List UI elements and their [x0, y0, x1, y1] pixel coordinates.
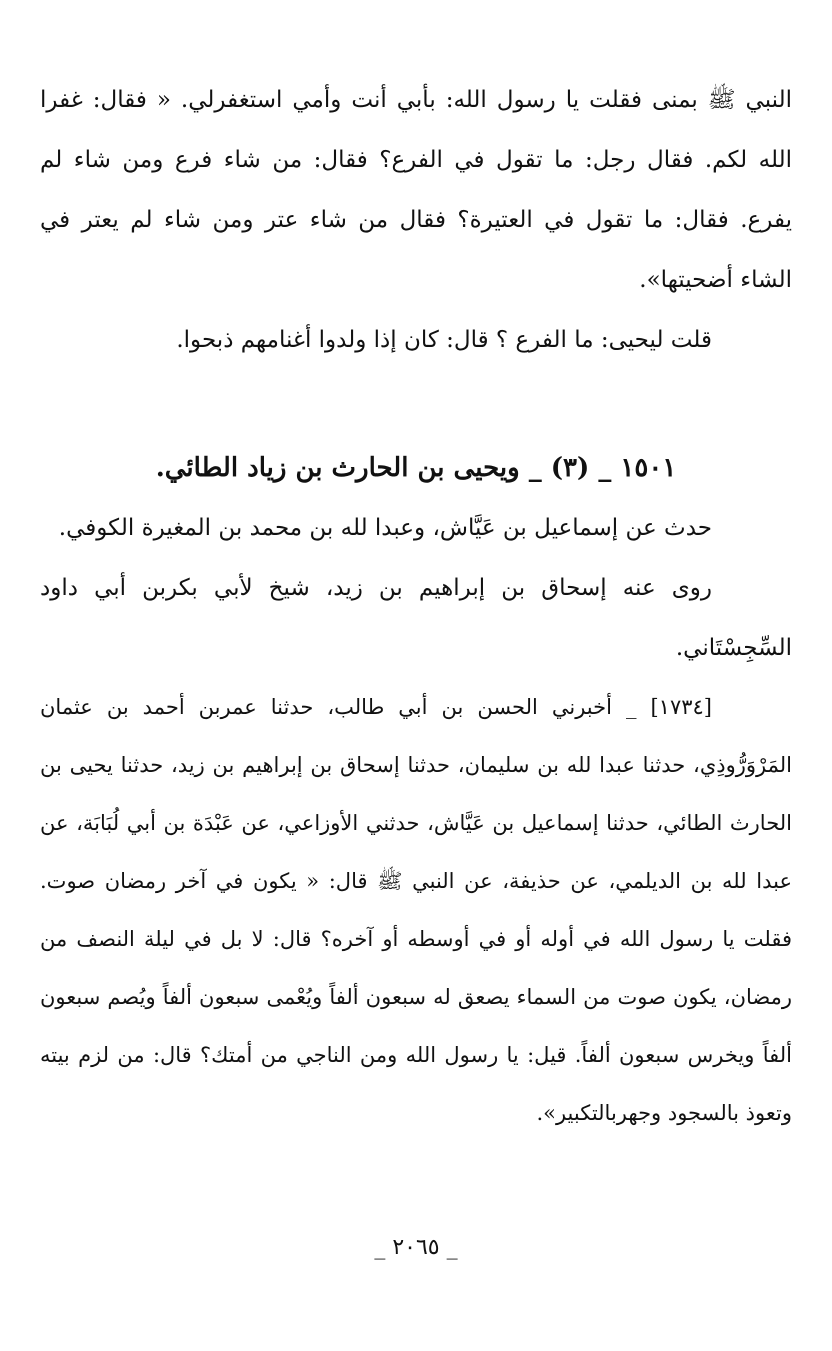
entry-narrated-from: حدث عن إسماعيل بن عَيَّاش، وعبدا لله بن محمد بن المغيرة الكوفي. — [58, 515, 712, 541]
intro-note: قلت ليحيى: ما الفرع ؟ قال: كان إذا ولدوا أغنامهم ذبحوا. — [176, 327, 712, 353]
entry-heading: ١٥٠١ _ (٣) _ ويحيى بن الحارث بن زياد الطائي. — [155, 453, 677, 483]
intro-paragraph: النبي ﷺ بمنى فقلت يا رسول الله: بأبي أنت وأمي استغفرلي. « فقال: غفرا الله لكم. فقال رجل: ما تقول في الفرع؟ فقال: من شاء فرع ومن شاء لم يفرع. فقال: ما تقول في العتيرة؟ فقال من شاء عتر ومن شاء لم يعتر في الشاء أضحيتها». — [40, 87, 792, 293]
hadith-text: [١٧٣٤] _ أخبرني الحسن بن أبي طالب، حدثنا عمربن أحمد بن عثمان المَرْوَرُّوذِي، حدثنا عبدا لله بن سليمان، حدثنا إسحاق بن إبراهيم بن زيد، حدثنا يحيى بن الحارث الطائي، حدثنا إسماعيل بن عَيَّاش، حدثني الأوزاعي، عن عَبْدَة بن أبي لُبَابَة، عن عبدا لله بن الديلمي، عن حذيفة، عن النبي ﷺ قال: « يكون في آخر رمضان صوت. فقلت يا رسول الله في أوله أو في أوسطه أو آخره؟ قال: لا بل في ليلة النصف من رمضان، يكون صوت من السماء يصعق له سبعون ألفاً ويُعْمى سبعون ألفاً ويُصم سبعون ألفاً ويخرس سبعون ألفاً. قيل: يا رسول الله ومن الناجي من أمتك؟ قال: من لزم بيته وتعوذ بالسجود وجهربالتكبير». — [40, 695, 792, 1125]
entry-narrated-by: روى عنه إسحاق بن إبراهيم بن زيد، شيخ لأبي بكربن أبي داود السِّجِسْتَاني. — [40, 575, 792, 661]
document-page — [40, 70, 792, 1142]
page-number: _ ٢٠٦٥ _ — [374, 1235, 458, 1260]
